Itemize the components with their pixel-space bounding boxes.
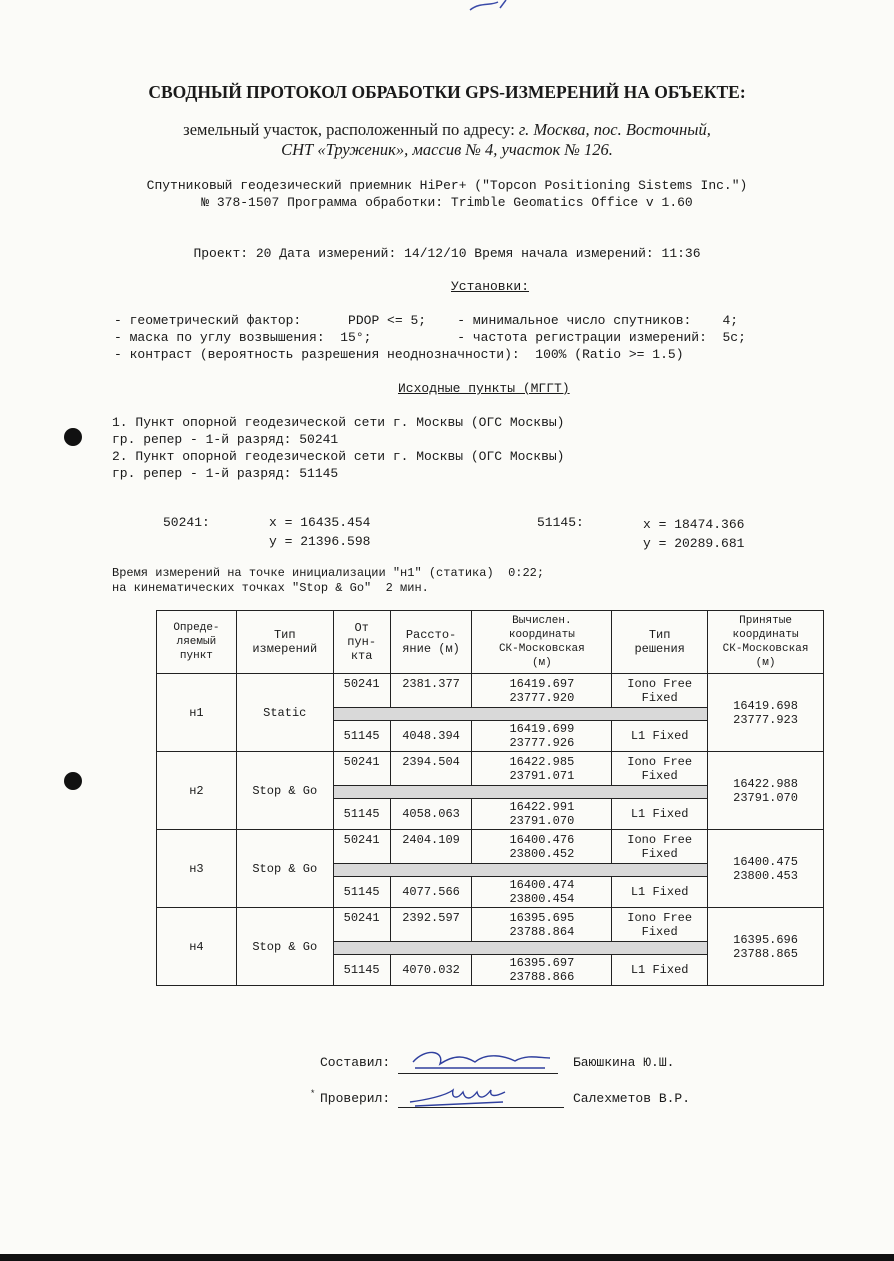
source-point-1-benchmark: гр. репер - 1-й разряд: 50241 bbox=[112, 432, 339, 447]
point-2-label: 51145: bbox=[537, 515, 584, 530]
cell-distance: 2381.377 bbox=[390, 674, 472, 708]
cell-computed: 16395.697 23788.866 bbox=[472, 955, 612, 986]
cell-point: н4 bbox=[157, 908, 237, 986]
row-separator bbox=[333, 786, 707, 799]
cell-computed: 16419.697 23777.920 bbox=[472, 674, 612, 708]
cell-distance: 4058.063 bbox=[390, 799, 472, 830]
cell-solution: Iono Free Fixed bbox=[612, 908, 708, 942]
settings-heading: Установки: bbox=[451, 279, 530, 294]
time-note-2: на кинематических точках "Stop & Go" 2 мин. bbox=[112, 581, 429, 595]
cell-from: 51145 bbox=[333, 955, 390, 986]
cell-computed: 16400.474 23800.454 bbox=[472, 877, 612, 908]
results-table bbox=[156, 610, 824, 986]
header-solution: Тип решения bbox=[612, 611, 708, 674]
source-point-1-desc: 1. Пункт опорной геодезической сети г. Москвы (ОГС Москвы) bbox=[112, 415, 565, 430]
table-row bbox=[157, 908, 824, 942]
cell-point: н1 bbox=[157, 674, 237, 752]
cell-computed: 16395.695 23788.864 bbox=[472, 908, 612, 942]
table-row bbox=[157, 830, 824, 864]
point-2-y: y = 20289.681 bbox=[643, 536, 745, 551]
cell-solution: Iono Free Fixed bbox=[612, 752, 708, 786]
settings-line-2: - маска по углу возвышения: 15°; - частота регистрации измерений: 5с; bbox=[114, 330, 746, 345]
cell-distance: 4070.032 bbox=[390, 955, 472, 986]
point-1-x: x = 16435.454 bbox=[269, 515, 371, 530]
cell-computed: 16422.985 23791.071 bbox=[472, 752, 612, 786]
cell-distance: 4077.566 bbox=[390, 877, 472, 908]
cell-type: Stop & Go bbox=[236, 908, 333, 986]
source-point-2-benchmark: гр. репер - 1-й разряд: 51145 bbox=[112, 466, 339, 481]
cell-solution: L1 Fixed bbox=[612, 799, 708, 830]
settings-line-3: - контраст (вероятность разрешения неоднозначности): 100% (Ratio >= 1.5) bbox=[114, 347, 684, 362]
header-from: От пун- кта bbox=[333, 611, 390, 674]
scan-edge bbox=[0, 1254, 894, 1261]
row-separator bbox=[333, 708, 707, 721]
composed-label: Составил: bbox=[320, 1055, 391, 1070]
cell-accepted: 16419.698 23777.923 bbox=[708, 674, 824, 752]
point-2-x: x = 18474.366 bbox=[643, 517, 745, 532]
cell-distance: 2392.597 bbox=[390, 908, 472, 942]
cell-computed: 16419.699 23777.926 bbox=[472, 721, 612, 752]
binder-hole-icon bbox=[64, 772, 82, 790]
point-1-y: y = 21396.598 bbox=[269, 534, 371, 549]
binder-hole-icon bbox=[64, 428, 82, 446]
table-row bbox=[157, 752, 824, 786]
cell-computed: 16422.991 23791.070 bbox=[472, 799, 612, 830]
cell-accepted: 16395.696 23788.865 bbox=[708, 908, 824, 986]
cell-from: 50241 bbox=[333, 674, 390, 708]
cell-accepted: 16422.988 23791.070 bbox=[708, 752, 824, 830]
cell-from: 51145 bbox=[333, 721, 390, 752]
composed-signature-icon bbox=[405, 1044, 555, 1074]
source-points-heading: Исходные пункты (МГГТ) bbox=[398, 381, 570, 396]
table-header-row bbox=[157, 611, 824, 674]
cell-solution: L1 Fixed bbox=[612, 955, 708, 986]
cell-distance: 2404.109 bbox=[390, 830, 472, 864]
cell-type: Stop & Go bbox=[236, 830, 333, 908]
receiver-line-2: № 378-1507 Программа обработки: Trimble Geomatics Office v 1.60 bbox=[201, 195, 693, 210]
asterisk-mark: * bbox=[310, 1089, 316, 1099]
cell-solution: L1 Fixed bbox=[612, 721, 708, 752]
cell-computed: 16400.476 23800.452 bbox=[472, 830, 612, 864]
cell-distance: 2394.504 bbox=[390, 752, 472, 786]
settings-line-1: - геометрический фактор: PDOP <= 5; - минимальное число спутников: 4; bbox=[114, 313, 739, 328]
header-point: Опреде- ляемый пункт bbox=[157, 611, 237, 674]
cell-solution: Iono Free Fixed bbox=[612, 830, 708, 864]
header-computed: Вычислен. координаты СК-Московская (м) bbox=[472, 611, 612, 674]
cell-from: 51145 bbox=[333, 799, 390, 830]
cell-point: н2 bbox=[157, 752, 237, 830]
cell-solution: Iono Free Fixed bbox=[612, 674, 708, 708]
cell-solution: L1 Fixed bbox=[612, 877, 708, 908]
cell-from: 50241 bbox=[333, 830, 390, 864]
cell-type: Stop & Go bbox=[236, 752, 333, 830]
header-distance: Рассто- яние (м) bbox=[390, 611, 472, 674]
subtitle-line-1 bbox=[0, 120, 894, 140]
project-line: Проект: 20 Дата измерений: 14/12/10 Время начала измерений: 11:36 bbox=[193, 246, 701, 261]
document-title: СВОДНЫЙ ПРОТОКОЛ ОБРАБОТКИ GPS-ИЗМЕРЕНИЙ НА ОБЪЕКТЕ: bbox=[148, 82, 746, 102]
checked-signature-icon bbox=[405, 1080, 515, 1110]
subtitle-address-1: г. Москва, пос. Восточный, bbox=[518, 120, 711, 139]
point-1-label: 50241: bbox=[163, 515, 210, 530]
cell-from: 50241 bbox=[333, 908, 390, 942]
header-accepted: Принятые координаты СК-Московская (м) bbox=[708, 611, 824, 674]
cell-point: н3 bbox=[157, 830, 237, 908]
cell-type: Static bbox=[236, 674, 333, 752]
receiver-line-1: Спутниковый геодезический приемник HiPer+ ("Topcon Positioning Sistems Inc.") bbox=[146, 178, 748, 193]
source-point-2-desc: 2. Пункт опорной геодезической сети г. Москвы (ОГС Москвы) bbox=[112, 449, 565, 464]
composed-name: Баюшкина Ю.Ш. bbox=[573, 1055, 675, 1070]
subtitle-prefix: земельный участок, расположенный по адресу: bbox=[183, 120, 519, 139]
subtitle-address-2: СНТ «Труженик», массив № 4, участок № 126. bbox=[281, 140, 613, 159]
table-row bbox=[157, 674, 824, 708]
checked-name: Салехметов В.Р. bbox=[573, 1091, 691, 1106]
time-note-1: Время измерений на точке инициализации "н1" (статика) 0:22; bbox=[112, 566, 545, 580]
row-separator bbox=[333, 942, 707, 955]
header-type: Тип измерений bbox=[236, 611, 333, 674]
cell-distance: 4048.394 bbox=[390, 721, 472, 752]
cell-from: 50241 bbox=[333, 752, 390, 786]
cell-accepted: 16400.475 23800.453 bbox=[708, 830, 824, 908]
handwritten-mark-icon bbox=[460, 0, 520, 14]
row-separator bbox=[333, 864, 707, 877]
cell-from: 51145 bbox=[333, 877, 390, 908]
checked-label: Проверил: bbox=[320, 1091, 391, 1106]
